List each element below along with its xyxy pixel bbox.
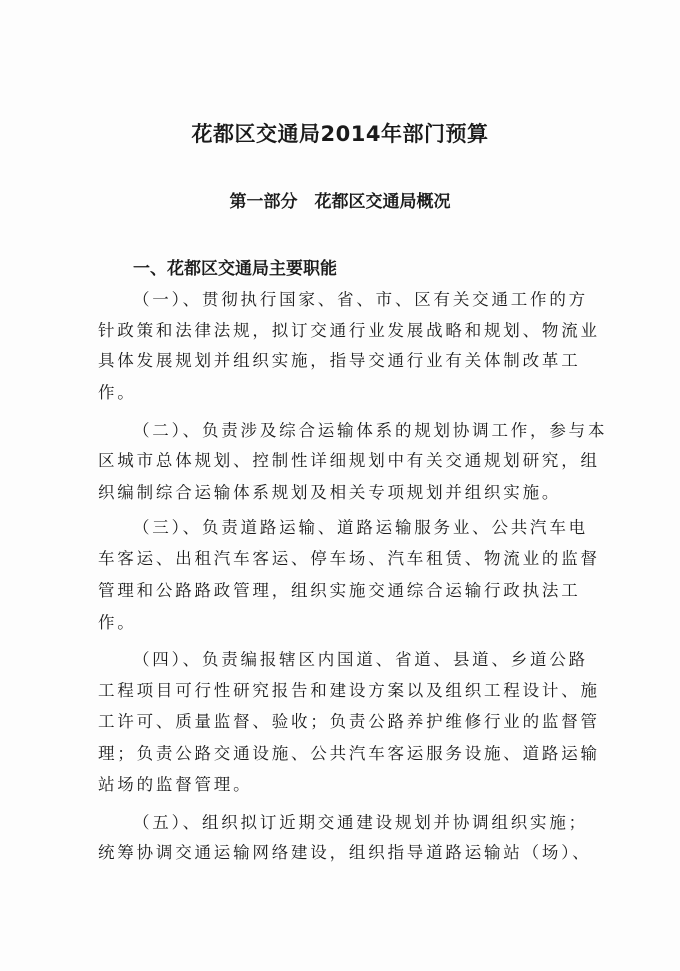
- paragraph-line: 区城市总体规划、控制性详细规划中有关交通规划研究，组: [98, 451, 600, 470]
- paragraph-line: 站场的监督管理。: [98, 775, 253, 794]
- paragraph-line: 统筹协调交通运输网络建设，组织指导道路运输站（场）、: [98, 843, 592, 862]
- paragraph-line: 工程项目可行性研究报告和建设方案以及组织工程设计、施: [98, 681, 600, 700]
- document-title: 花都区交通局2014年部门预算: [191, 122, 489, 146]
- part-subtitle: 第一部分 花都区交通局概况: [229, 192, 451, 212]
- paragraph-line: （二）、负责涉及综合运输体系的规划协调工作，参与本: [133, 421, 608, 440]
- paragraph-line: 作。: [98, 613, 137, 632]
- paragraph-line: （四）、负责编报辖区内国道、省道、县道、乡道公路: [133, 650, 588, 669]
- paragraph-line: 织编制综合运输体系规划及相关专项规划并组织实施。: [98, 483, 562, 502]
- paragraph-line: （五）、组织拟订近期交通建设规划并协调组织实施；: [133, 813, 588, 832]
- paragraph-line: 作。: [98, 383, 137, 402]
- paragraph-line: 理；负责公路交通设施、公共汽车客运服务设施、道路运输: [98, 744, 600, 763]
- paragraph-line: 车客运、出租汽车客运、停车场、汽车租赁、物流业的监督: [98, 549, 600, 568]
- paragraph-line: 针政策和法律法规，拟订交通行业发展战略和规划、物流业: [98, 321, 600, 340]
- section-heading: 一、花都区交通局主要职能: [133, 259, 337, 279]
- paragraph-line: （三）、负责道路运输、道路运输服务业、公共汽车电: [133, 518, 588, 537]
- paragraph-line: 具体发展规划并组织实施，指导交通行业有关体制改革工: [98, 351, 581, 370]
- paragraph-line: 工许可、质量监督、验收；负责公路养护维修行业的监督管: [98, 712, 600, 731]
- paragraph-line: 管理和公路路政管理，组织实施交通综合运输行政执法工: [98, 581, 581, 600]
- paragraph-line: （一）、贯彻执行国家、省、市、区有关交通工作的方: [133, 290, 588, 309]
